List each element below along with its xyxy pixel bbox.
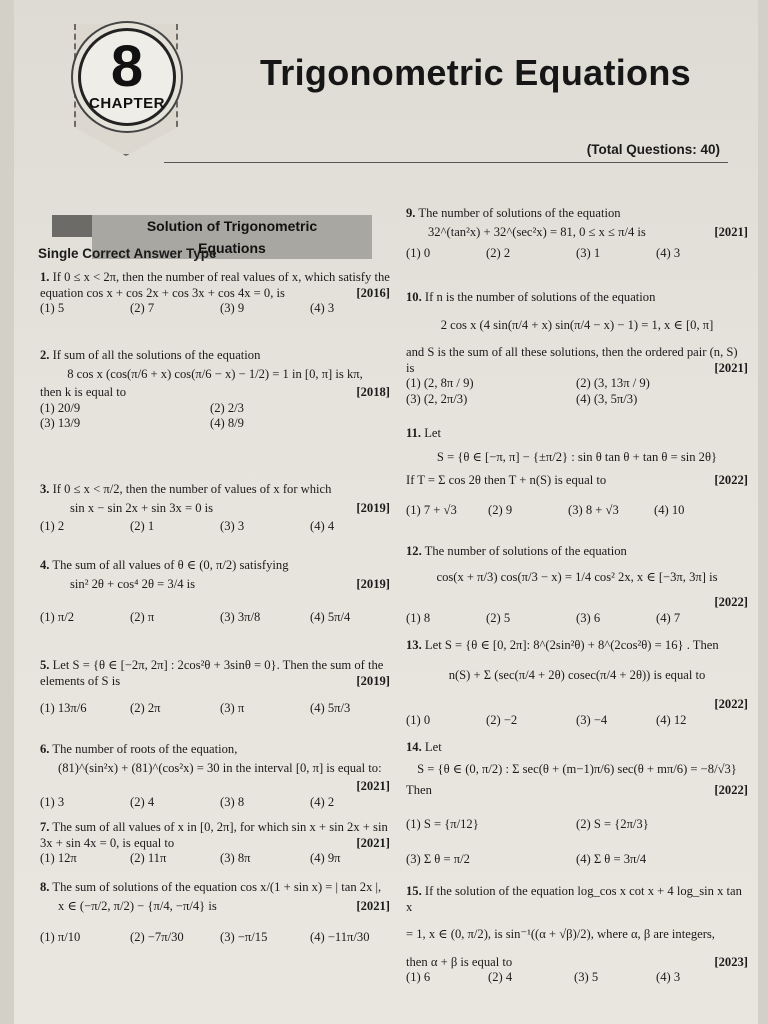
question-stem: Let — [424, 426, 442, 440]
option: (2) π — [130, 610, 155, 624]
option: (2) 7 — [130, 301, 155, 315]
question-stem: If the solution of the equation log_cos x cot x + 4 log_sin x tan x — [406, 884, 742, 914]
total-questions: (Total Questions: 40) — [586, 142, 720, 157]
option: (2) 1 — [130, 519, 155, 533]
question-7 — [40, 820, 390, 867]
question-number: 2. — [40, 348, 50, 362]
option: (1) 6 — [406, 970, 431, 984]
question-number: 15. — [406, 884, 422, 898]
option: (4) Σ θ = 3π/4 — [576, 852, 647, 866]
option: (4) 5π/4 — [310, 610, 351, 624]
question-4 — [40, 558, 390, 626]
option: (3) π — [220, 701, 245, 715]
option: (2) 2 — [486, 246, 511, 260]
question-equation: = 1, x ∈ (0, π/2), is sin⁻¹((α + √β)/2), where α, β are integers, — [406, 927, 715, 941]
question-number: 11. — [406, 426, 422, 440]
question-number: 8. — [40, 880, 50, 894]
option: (2) 4 — [488, 970, 513, 984]
section-title: Solution of Trigonometric Equations — [92, 215, 372, 259]
question-stem: The number of solutions of the equation — [424, 544, 627, 558]
header-divider — [164, 162, 728, 163]
question-14 — [406, 740, 748, 868]
question-5 — [40, 658, 390, 717]
option: (1) 20/9 — [40, 400, 81, 415]
question-11 — [406, 426, 748, 518]
option: (4) 12 — [656, 712, 687, 727]
question-year: [2016] — [356, 285, 390, 300]
question-number: 9. — [406, 206, 416, 220]
option: (1) 0 — [406, 246, 431, 260]
question-stem: The number of roots of the equation, — [52, 742, 238, 756]
question-tail: then k is equal to — [40, 385, 127, 399]
option: (4) 5π/3 — [310, 701, 351, 715]
question-stem: The sum of solutions of the equation cos x/(1 + sin x) = | tan 2x |, — [52, 880, 382, 894]
option: (2) 11π — [130, 851, 167, 865]
option: (3) 13/9 — [40, 416, 81, 430]
section-subtitle: Single Correct Answer Type — [38, 246, 217, 261]
option: (3) 8π — [220, 851, 251, 865]
option: (3) 3π/8 — [220, 610, 261, 624]
option: (3) −4 — [576, 712, 608, 727]
question-9 — [406, 206, 748, 262]
question-stem: If 0 ≤ x < 2π, then the number of real values of x, which satisfy the equation cos x + cos 2x + cos 3x + cos 4x = 0, is — [40, 270, 390, 300]
question-6 — [40, 742, 390, 810]
question-stem: Let S = {θ ∈ [−2π, 2π] : 2cos²θ + 3sinθ = 0}. Then the sum of the elements of S is — [40, 658, 384, 688]
chapter-badge — [78, 28, 176, 126]
question-number: 12. — [406, 544, 422, 558]
question-stem: If sum of all the solutions of the equation — [52, 348, 261, 362]
option: (4) (3, 5π/3) — [576, 391, 638, 406]
textbook-page — [14, 0, 758, 1024]
option: (3) Σ θ = π/2 — [406, 852, 470, 866]
option: (4) 8/9 — [210, 416, 244, 430]
question-number: 7. — [40, 820, 50, 834]
question-year: [2021] — [356, 899, 390, 913]
question-equation: 2 cos x (4 sin(π/4 + x) sin(π/4 − x) − 1) = 1, x ∈ [0, π] — [440, 317, 714, 332]
question-number: 6. — [40, 742, 50, 756]
question-year: [2019] — [356, 673, 390, 688]
option: (4) −11π/30 — [310, 930, 370, 944]
option: (3) 8 — [220, 794, 245, 809]
question-number: 3. — [40, 482, 50, 496]
question-stem: Let S = {θ ∈ [0, 2π]: 8^(2sin²θ) + 8^(2cos²θ) = 16} . Then — [424, 638, 719, 652]
question-tail: Then — [406, 783, 432, 797]
question-15 — [406, 884, 748, 986]
question-year: [2021] — [356, 835, 390, 850]
option: (3) 9 — [220, 301, 245, 315]
option: (1) 13π/6 — [40, 701, 87, 715]
question-stem: If 0 ≤ x < π/2, then the number of values of x for which — [52, 482, 332, 496]
question-equation: S = {θ ∈ [−π, π] − {±π/2} : sin θ tan θ + tan θ = sin 2θ} — [436, 449, 718, 464]
question-tail: If T = Σ cos 2θ then T + n(S) is equal to — [406, 473, 607, 487]
question-equation: (81)^(sin²x) + (81)^(cos²x) = 30 in the interval [0, π] is equal to: — [58, 760, 382, 775]
question-equation: x ∈ (−π/2, π/2) − {π/4, −π/4} is — [58, 898, 217, 913]
question-1 — [40, 270, 390, 317]
question-number: 10. — [406, 290, 422, 304]
option: (4) 9π — [310, 851, 341, 865]
option: (1) (2, 8π / 9) — [406, 376, 474, 390]
question-stem: Let — [424, 740, 442, 754]
question-tail: then α + β is equal to — [406, 954, 513, 969]
option: (3) 5 — [574, 970, 599, 984]
option: (4) 3 — [310, 301, 335, 315]
question-equation: sin² 2θ + cos⁴ 2θ = 3/4 is — [70, 576, 196, 591]
question-equation: 32^(tan²x) + 32^(sec²x) = 81, 0 ≤ x ≤ π/4 is — [428, 224, 646, 239]
option: (2) 9 — [488, 502, 513, 517]
question-number: 5. — [40, 658, 50, 672]
option: (1) 8 — [406, 610, 431, 625]
question-year: [2021] — [714, 225, 748, 239]
question-year: [2018] — [356, 385, 390, 399]
option: (2) 2π — [130, 701, 161, 715]
option: (1) 3 — [40, 794, 65, 809]
option: (1) 0 — [406, 712, 431, 727]
question-year: [2019] — [356, 577, 390, 591]
question-10 — [406, 290, 748, 407]
option: (1) π/2 — [40, 610, 74, 624]
option: (4) 3 — [656, 970, 681, 984]
question-equation: 8 cos x (cos(π/6 + x) cos(π/6 − x) − 1/2) = 1 in [0, π] is kπ, — [67, 366, 363, 381]
option: (1) π/10 — [40, 930, 81, 944]
chapter-title: Trigonometric Equations — [260, 52, 691, 93]
option: (3) (2, 2π/3) — [406, 391, 468, 406]
question-year: [2021] — [356, 779, 390, 793]
question-year: [2023] — [714, 954, 748, 969]
option: (1) 7 + √3 — [406, 502, 457, 517]
option: (3) 8 + √3 — [568, 502, 619, 517]
question-2 — [40, 348, 390, 432]
option: (1) S = {π/12} — [406, 816, 479, 831]
option: (3) 3 — [220, 519, 245, 533]
question-number: 4. — [40, 558, 50, 572]
question-year: [2022] — [714, 595, 748, 609]
chapter-number: 8 — [110, 34, 144, 99]
option: (1) 12π — [40, 851, 77, 865]
question-13 — [406, 638, 748, 728]
option: (2) (3, 13π / 9) — [576, 376, 650, 390]
question-tail: and S is the sum of all these solutions, then the ordered pair (n, S) is — [406, 345, 738, 375]
question-year: [2022] — [714, 697, 748, 711]
question-8 — [40, 880, 390, 946]
option: (3) 1 — [576, 246, 601, 260]
option: (2) 5 — [486, 610, 511, 625]
question-stem: If n is the number of solutions of the equation — [424, 290, 656, 304]
question-year: [2022] — [714, 473, 748, 487]
option: (4) 7 — [656, 610, 681, 625]
question-year: [2022] — [714, 783, 748, 797]
question-equation: S = {θ ∈ (0, π/2) : Σ sec(θ + (m−1)π/6) sec(θ + mπ/6) = −8/√3} — [417, 761, 737, 776]
question-number: 1. — [40, 270, 50, 284]
question-year: [2021] — [714, 360, 748, 375]
question-equation: sin x − sin 2x + sin 3x = 0 is — [70, 500, 214, 515]
question-number: 13. — [406, 638, 422, 652]
option: (4) 10 — [654, 502, 685, 517]
option: (4) 4 — [310, 519, 335, 533]
question-equation: n(S) + Σ (sec(π/4 + 2θ) cosec(π/4 + 2θ)) is equal to — [448, 667, 706, 682]
question-number: 14. — [406, 740, 422, 754]
question-12 — [406, 544, 748, 626]
question-equation: cos(x + π/3) cos(π/3 − x) = 1/4 cos² 2x, x ∈ [−3π, 3π] is — [436, 569, 718, 584]
option: (2) 2/3 — [210, 400, 244, 415]
option: (1) 2 — [40, 519, 65, 533]
option: (3) −π/15 — [220, 930, 268, 944]
option: (2) 4 — [130, 794, 155, 809]
option: (2) −2 — [486, 712, 518, 727]
question-stem: The sum of all values of x in [0, 2π], for which sin x + sin 2x + sin 3x + sin 4x = 0, is equal to — [40, 820, 388, 850]
option: (3) 6 — [576, 610, 601, 625]
option: (4) 3 — [656, 246, 681, 260]
option: (2) −7π/30 — [130, 930, 184, 944]
question-stem: The number of solutions of the equation — [418, 206, 621, 220]
question-3 — [40, 482, 390, 535]
option: (4) 2 — [310, 794, 335, 809]
option: (1) 5 — [40, 301, 65, 315]
chapter-label: CHAPTER — [88, 95, 165, 112]
option: (2) S = {2π/3} — [576, 816, 649, 831]
question-stem: The sum of all values of θ ∈ (0, π/2) satisfying — [52, 558, 289, 572]
question-year: [2019] — [356, 501, 390, 515]
